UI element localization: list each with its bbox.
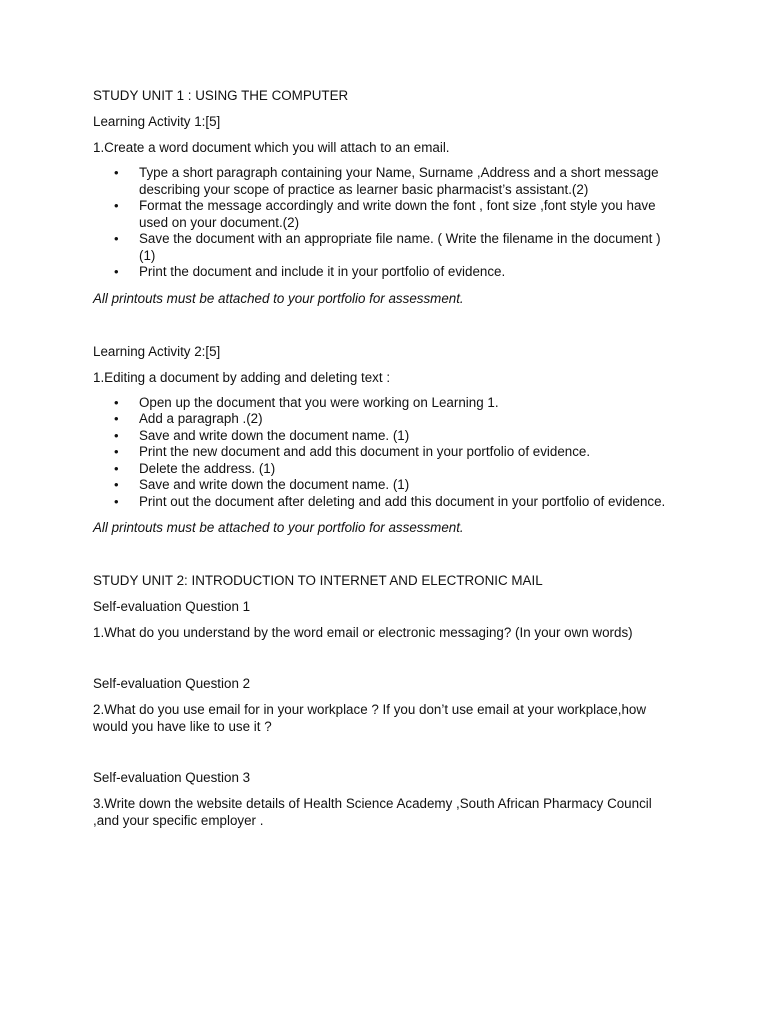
activity2-title: Learning Activity 2:[5] bbox=[93, 343, 221, 359]
bullet-icon: • bbox=[114, 477, 119, 492]
spacer bbox=[93, 545, 673, 572]
bullet-icon: • bbox=[114, 444, 119, 459]
spacer bbox=[93, 650, 673, 675]
question1-title: Self-evaluation Question 1 bbox=[93, 599, 251, 614]
list-item-text: Save and write down the document name. (1) bbox=[139, 477, 410, 492]
bullet-icon: • bbox=[114, 264, 119, 279]
list-item-text: Type a short paragraph containing your Name, Surname ,Address and a short message describing your scope of practice as learner basic pharmacist’s assistant.(2) bbox=[139, 165, 659, 197]
bullet-icon: • bbox=[114, 411, 119, 426]
list-item bbox=[93, 411, 673, 428]
question1-text: 1.What do you understand by the word email or electronic messaging? (In your own words) bbox=[93, 625, 633, 640]
activity2-list bbox=[93, 395, 673, 511]
list-item-text: Delete the address. (1) bbox=[139, 460, 276, 476]
spacer bbox=[93, 744, 673, 769]
bullet-icon: • bbox=[114, 493, 119, 509]
bullet-icon: • bbox=[114, 165, 119, 180]
list-item bbox=[93, 264, 673, 281]
list-item bbox=[93, 428, 673, 445]
bullet-icon: • bbox=[114, 198, 119, 213]
list-item-text: Print the new document and add this document in your portfolio of evidence. bbox=[139, 444, 591, 459]
list-item-text: Save the document with an appropriate file name. ( Write the filename in the document ) (1) bbox=[139, 231, 661, 263]
activity2-note: All printouts must be attached to your portfolio for assessment. bbox=[93, 520, 464, 535]
list-item bbox=[93, 231, 673, 264]
list-item-text: Open up the document that you were working on Learning 1. bbox=[139, 394, 499, 410]
bullet-icon: • bbox=[114, 231, 119, 246]
spacer bbox=[93, 316, 673, 343]
unit1-heading: STUDY UNIT 1 : USING THE COMPUTER bbox=[93, 88, 349, 103]
activity1-title: Learning Activity 1:[5] bbox=[93, 114, 221, 129]
list-item-text: Print out the document after deleting and add this document in your portfolio of evidence. bbox=[139, 493, 666, 509]
list-item bbox=[93, 477, 673, 494]
list-item-text: Print the document and include it in your portfolio of evidence. bbox=[139, 264, 506, 279]
activity1-instruction: 1.Create a word document which you will attach to an email. bbox=[93, 140, 450, 155]
bullet-icon: • bbox=[114, 394, 119, 410]
list-item-text: Add a paragraph .(2) bbox=[139, 411, 263, 426]
list-item bbox=[93, 165, 673, 198]
activity1-note: All printouts must be attached to your portfolio for assessment. bbox=[93, 290, 464, 306]
list-item bbox=[93, 461, 673, 478]
question3-text: 3.Write down the website details of Health Science Academy ,South African Pharmacy Council ,and your specific employer . bbox=[93, 796, 652, 828]
question3-title: Self-evaluation Question 3 bbox=[93, 770, 251, 785]
question2-title: Self-evaluation Question 2 bbox=[93, 676, 251, 691]
activity2-instruction: 1.Editing a document by adding and deleting text : bbox=[93, 369, 391, 385]
activity1-list bbox=[93, 165, 673, 281]
list-item-text: Format the message accordingly and write down the font , font size ,font style you have used on your document.(2) bbox=[139, 198, 656, 230]
question2-text: 2.What do you use email for in your workplace ? If you don’t use email at your workplace,how would you have like to use it ? bbox=[93, 702, 647, 734]
list-item bbox=[93, 395, 673, 412]
list-item bbox=[93, 198, 673, 231]
list-item-text: Save and write down the document name. (1) bbox=[139, 427, 410, 443]
unit2-heading: STUDY UNIT 2: INTRODUCTION TO INTERNET AND ELECTRONIC MAIL bbox=[93, 573, 543, 588]
document-page bbox=[93, 87, 673, 838]
bullet-icon: • bbox=[114, 460, 119, 476]
list-item bbox=[93, 444, 673, 461]
bullet-icon: • bbox=[114, 427, 119, 443]
list-item bbox=[93, 494, 673, 511]
